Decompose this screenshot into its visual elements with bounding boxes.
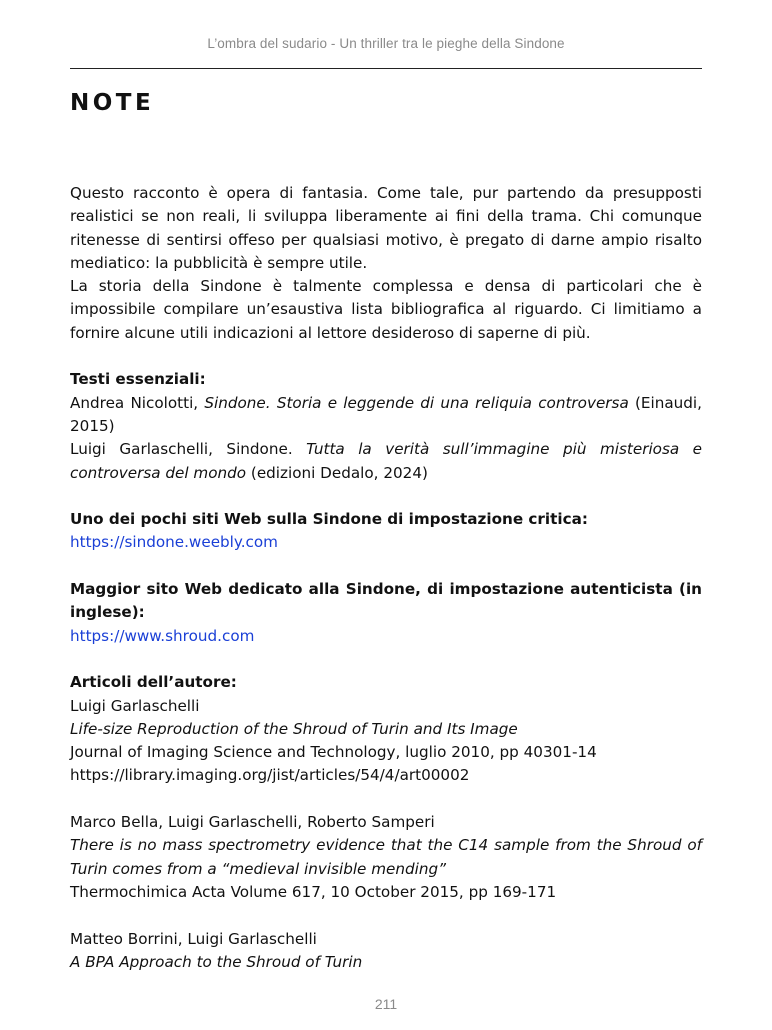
intro-paragraph: La storia della Sindone è talmente complessa e densa di particolari che è impossibile compilare un’esaustiva lista bibliografica al riguardo. Ci limitiamo a fornire alcune utili indicazioni al lettore desideroso di saperne di più. — [70, 277, 702, 342]
header-divider — [70, 68, 702, 69]
spacer — [70, 788, 702, 811]
authenticist-site-heading: Maggior sito Web dedicato alla Sindone, di impostazione autenticista (in inglese): — [70, 580, 702, 622]
essential-texts-heading: Testi essenziali: — [70, 370, 206, 389]
critical-site-link[interactable]: https://sindone.weebly.com — [70, 533, 278, 552]
spacer — [70, 345, 702, 368]
bibliography-entry — [70, 392, 702, 439]
article-title: There is no mass spectrometry evidence that the C14 sample from the Shroud of Turin comes from a “medieval invisible mending” — [70, 836, 702, 878]
intro-paragraph: Questo racconto è opera di fantasia. Come tale, pur partendo da presupposti realistici se non reali, li sviluppa liberamente ai fini della trama. Chi comunque ritenesse di sentirsi offeso per qualsiasi motivo, è pregato di darne ampio risalto mediatico: la pubblicità è sempre utile. — [70, 184, 702, 272]
article-authors: Luigi Garlaschelli — [70, 696, 200, 715]
notes-body — [70, 182, 702, 974]
entry-title: Sindone. Storia e leggende di una reliquia controversa — [204, 393, 629, 412]
section-title: NOTE — [70, 90, 155, 116]
authenticist-site-link-line — [70, 625, 702, 648]
spacer — [70, 485, 702, 508]
spacer — [70, 555, 702, 578]
article-authors: Marco Bella, Luigi Garlaschelli, Roberto Samperi — [70, 813, 435, 832]
running-header: L’ombra del sudario - Un thriller tra le pieghe della Sindone — [207, 36, 565, 51]
article-title: Life-size Reproduction of the Shroud of Turin and Its Image — [70, 719, 518, 738]
entry-details: (Einaudi, 2015) — [70, 393, 702, 435]
entry-author: Luigi Garlaschelli, Sindone. — [70, 440, 307, 459]
article-authors: Matteo Borrini, Luigi Garlaschelli — [70, 929, 317, 948]
entry-title: Tutta la verità sull’immagine più misteriosa e controversa del mondo — [70, 440, 702, 482]
page-number: 211 — [374, 996, 398, 1012]
critical-site-link-line — [70, 531, 702, 554]
article-journal: Thermochimica Acta Volume 617, 10 October 2015, pp 169-171 — [70, 882, 557, 901]
article-title: A BPA Approach to the Shroud of Turin — [70, 952, 363, 971]
spacer — [70, 904, 702, 927]
spacer — [70, 648, 702, 671]
entry-details: (edizioni Dedalo, 2024) — [246, 463, 428, 482]
author-articles-heading: Articoli dell’autore: — [70, 673, 237, 692]
entry-author: Andrea Nicolotti, — [70, 393, 205, 412]
bibliography-entry — [70, 438, 702, 485]
article-journal: Journal of Imaging Science and Technology, luglio 2010, pp 40301-14 — [70, 743, 597, 762]
authenticist-site-link[interactable]: https://www.shroud.com — [70, 626, 255, 645]
article-url: https://library.imaging.org/jist/articles/54/4/art00002 — [70, 766, 470, 785]
critical-site-heading: Uno dei pochi siti Web sulla Sindone di impostazione critica: — [70, 510, 588, 529]
